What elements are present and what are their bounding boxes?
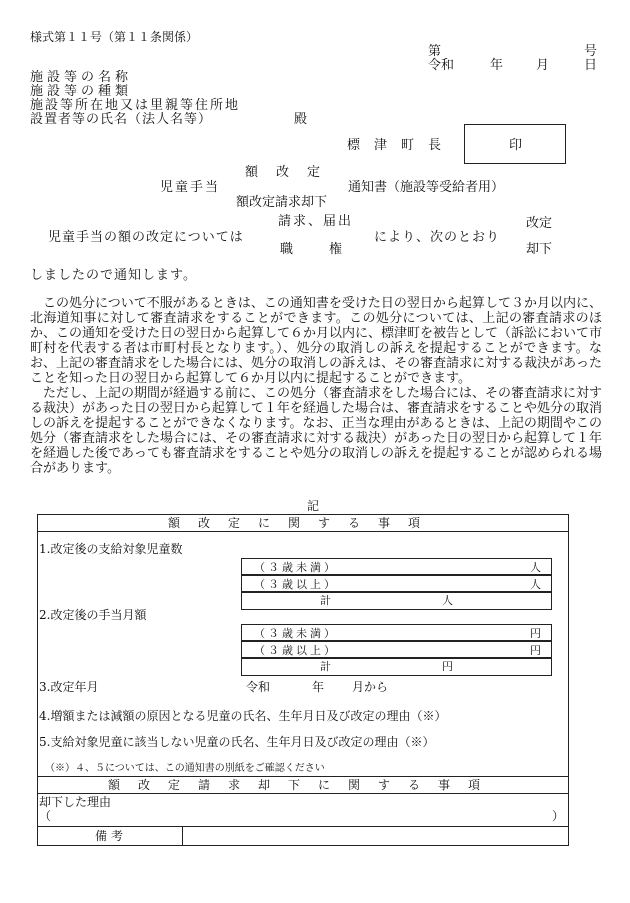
facility-address-label: 施設等所在地又は里親等住所地 <box>30 98 241 113</box>
unit-person: 人 <box>530 561 541 574</box>
over3-label: （３歳以上） <box>254 644 338 657</box>
table-divider <box>37 776 569 777</box>
child-count-over3-row <box>241 575 552 592</box>
sentence-middle: により、次のとおり <box>374 230 501 245</box>
res-reject: 却下 <box>526 242 553 257</box>
opt-authority: 職権 <box>280 242 379 257</box>
doc-number-suffix: 号 <box>584 44 598 59</box>
seal-box <box>464 124 566 164</box>
opt-request: 請求、届出 <box>278 214 354 229</box>
unit-yen: 円 <box>530 644 541 657</box>
child-count-total-row <box>241 592 552 610</box>
under3-label: （３歳未満） <box>254 627 338 640</box>
date-day: 日 <box>584 58 598 73</box>
notice-paragraph-1: この処分について不服があるときは、この通知書を受けた日の翌日から起算して３か月以内に、北海道知事に対して審査請求をすることができます。この処分については、上記の審査請求のほか、この通知を受けた日の翌日から起算して６か月以内に、標津町を被告として（訴訟において市町村を代表する者は市町村長となります。）、処分の取消しの訴えを提起することができます。なお、上記の審査請求をした場合には、処分の取消しの訴えは、その審査請求に対する裁決があったことを知った日の翌日から起算して６か月以内に提起することができます。 <box>30 296 603 386</box>
notice-paragraph-2: ただし、上記の期間が経過する前に、この処分（審査請求をした場合には、その審査請求に対する裁決）があった日の翌日から起算して１年を経過した場合は、審査請求をすることや処分の取消しの訴えを提起することができなくなります。なお、正当な理由があるときは、上記の期間やこの処分（審査請求をした場合には、その審査請求に対する裁決）があった日の翌日から起算して１年を経過した後であっても審査請求をすることや処分の取消しの訴えを提起することが認められる場合があります。 <box>30 386 603 476</box>
founder-name-label: 設置者等の氏名（法人名等） <box>30 112 213 127</box>
revision-month-from: 月から <box>352 680 389 694</box>
date-month: 月 <box>536 58 550 73</box>
sentence-lead: 児童手当の額の改定については <box>48 230 244 245</box>
title-left: 児童手当 <box>160 180 221 195</box>
facility-name-label: 施設等の名称 <box>30 70 133 85</box>
child-count-under3-row <box>241 558 552 575</box>
title-right: 通知書（施設等受給者用） <box>348 180 505 195</box>
table-divider <box>37 826 569 827</box>
amount-over3-row <box>241 641 552 658</box>
mayor-label: 標津町長 <box>347 138 456 153</box>
ki-mark: 記 <box>307 499 320 513</box>
honorific: 殿 <box>294 112 308 127</box>
section1-header: 額改定に関する事項 <box>167 516 438 530</box>
date-year: 年 <box>490 58 504 73</box>
item1-label: 1.改定後の支給対象児童数 <box>39 542 183 556</box>
remarks-divider <box>182 826 183 846</box>
over3-label: （３歳以上） <box>254 578 338 591</box>
table-divider <box>37 531 569 532</box>
revision-era: 令和 <box>246 680 271 694</box>
total-label: 計 <box>320 594 331 607</box>
facility-type-label: 施設等の種類 <box>30 84 133 99</box>
appendix-note: （※）４、５については、この通知書の別紙をご確認ください <box>45 763 325 774</box>
total-label: 計 <box>320 660 331 673</box>
seal-mark: 印 <box>509 138 523 153</box>
title-bottom: 額改定請求却下 <box>236 195 328 210</box>
reject-reason-paren-open: （ <box>39 809 52 823</box>
res-revise: 改定 <box>526 216 553 231</box>
item3-label: 3.改定年月 <box>39 680 99 694</box>
table-divider <box>37 793 569 794</box>
under3-label: （３歳未満） <box>254 561 338 574</box>
item4-label: 4.増額または減額の原因となる児童の氏名、生年月日及び改定の理由（※） <box>39 709 447 723</box>
amount-total-row <box>241 658 552 676</box>
reject-reason-label: 却下した理由 <box>39 795 112 809</box>
unit-person: 人 <box>530 578 541 591</box>
unit-person: 人 <box>442 594 453 607</box>
item5-label: 5.支給対象児童に該当しない児童の氏名、生年月日及び改定の理由（※） <box>39 735 435 749</box>
unit-yen: 円 <box>442 660 453 673</box>
sentence-end: しましたので通知します。 <box>30 268 197 283</box>
form-id: 様式第１１号（第１１条関係） <box>30 30 199 44</box>
title-top: 額改定 <box>245 165 339 180</box>
remarks-label: 備考 <box>95 829 128 843</box>
revision-year: 年 <box>312 680 325 694</box>
reject-reason-paren-close: ） <box>552 809 565 823</box>
unit-yen: 円 <box>530 627 541 640</box>
amount-under3-row <box>241 624 552 641</box>
doc-number-prefix: 第 <box>428 44 442 59</box>
notice-text <box>30 296 602 476</box>
item2-label: 2.改定後の手当月額 <box>39 608 147 622</box>
date-era: 令和 <box>428 58 455 73</box>
section2-header: 額改定請求却下に関する事項 <box>107 778 498 792</box>
